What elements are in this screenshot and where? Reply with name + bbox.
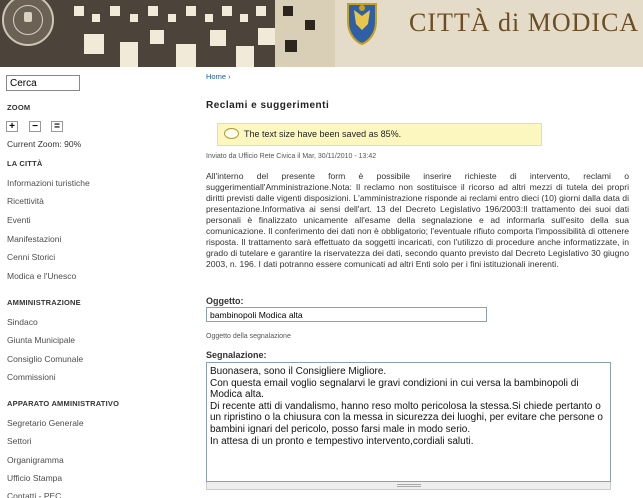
pattern-square [110,6,120,16]
zoom-reset-button[interactable]: = [51,121,63,132]
header-band [275,0,335,67]
pattern-square [120,42,138,67]
section-heading-la-citta: LA CITTÀ [7,159,43,168]
page-title: Reclami e suggerimenti [206,100,330,111]
zoom-in-button[interactable]: + [6,121,18,132]
textarea-resize-grip[interactable] [206,482,611,490]
sidebar-item-informazioni-turistiche[interactable]: Informazioni turistiche [7,178,90,188]
sidebar [0,67,200,498]
zoom-heading: ZOOM [7,103,31,112]
pattern-square [168,14,176,22]
pattern-square [74,6,84,16]
sidebar-item-commissioni[interactable]: Commissioni [7,372,56,382]
sidebar-item-consiglio-comunale[interactable]: Consiglio Comunale [7,354,84,364]
sidebar-item-segretario-generale[interactable]: Segretario Generale [7,418,84,428]
sidebar-item-giunta-municipale[interactable]: Giunta Municipale [7,335,76,345]
site-header [0,0,643,67]
current-zoom-text: Current Zoom: 90% [7,139,82,149]
breadcrumb[interactable]: Home › [206,72,231,81]
section-heading-amministrazione: AMMINISTRAZIONE [7,298,81,307]
pattern-square [258,28,275,45]
pattern-square [92,14,100,22]
sidebar-item-sindaco[interactable]: Sindaco [7,317,38,327]
pattern-square [148,6,158,16]
pattern-square [222,6,232,16]
pattern-square [236,46,254,67]
segnalazione-line: Con questa email voglio segnalarvi le gravi condizioni in cui versa la bambinopoli di Modica alta. [210,377,579,401]
sidebar-item-ricettivita[interactable]: Ricettività [7,196,44,206]
city-crest-icon [338,0,386,46]
seal-emblem [24,12,32,22]
search-input[interactable] [6,75,80,91]
segnalazione-line: Buonasera, sono il Consigliere Migliore. [210,366,387,377]
post-meta: Inviato da Ufficio Rete Civica il Mar, 30/11/2010 - 13:42 [206,153,377,160]
oggetto-help: Oggetto della segnalazione [206,333,291,340]
status-message-text: The text size have been saved as 85%. [244,129,402,139]
segnalazione-textarea[interactable] [206,362,611,482]
sidebar-item-contatti-pec[interactable]: Contatti - PEC [7,491,62,498]
pattern-square [150,30,164,44]
pattern-square [84,34,104,54]
sidebar-item-organigramma[interactable]: Organigramma [7,455,64,465]
seal-logo-icon [2,0,54,46]
pattern-square [130,14,138,22]
zoom-out-button[interactable]: − [29,121,41,132]
pattern-square [205,14,213,22]
pattern-square [305,20,315,30]
oggetto-input[interactable] [206,307,487,322]
sidebar-item-settori[interactable]: Settori [7,436,32,446]
oggetto-label: Oggetto: [206,296,244,306]
grip-lines-icon [397,484,421,487]
pattern-square [186,6,196,16]
pattern-square [240,14,248,22]
sidebar-item-manifestazioni[interactable]: Manifestazioni [7,234,62,244]
segnalazione-line: Di recente atti di vandalismo, hanno reso molto pericolosa la stessa.Si chiede pertanto o un ripristino o la chiusura con la messa in sicurezza dei luoghi, per evitare che persone o bambini ignari del pericolo, posso farsi male in modo serio. [210,400,603,435]
pattern-square [210,30,226,46]
sidebar-item-modica-unesco[interactable]: Modica e l'Unesco [7,271,77,281]
pattern-square [176,44,196,67]
intro-text: All'interno del presente form è possibile inserire richieste di intervento, reclami o suggerimentiall'Amministrazione.Nota: Il reclamo non sostituisce il ricorso ad altri mezzi di tutela dei propri diritti previsti dalle vigenti disposizioni. L'amministrazione risponde ai reclami entro dieci (10) giorni dalla data di presentazione.Informativa ai sensi dell'art. 13 del Decreto Legislativo 196/2003:Il trattamento dei suoi dati personali è finalizzato unicamente all'esame della segnalazione e ad informarla sull'esito della sua comunicazione. Il conferimento dei dati non è obbligatorio; l'eventuale rifiuto comporta l'impossibilità di ottenere risposta. Il trattamento sarà effettuato da soggetti incaricati, con l'utilizzo di procedure anche informatizzate, in grado di tutelare e garantire la riservatezza dei dati, secondo quanto previsto dal Decreto Legislativo 30 giugno 2003, n. 196. I dati potranno essere comunicati ad altri Enti solo per i fini istituzionali inerenti. [206,171,629,269]
header-decoration [0,0,275,67]
pattern-square [283,6,293,16]
sidebar-item-ufficio-stampa[interactable]: Ufficio Stampa [7,473,63,483]
segnalazione-line: In attesa di un pronto e tempestivo intervento,cordiali saluti. [210,435,474,447]
site-title[interactable]: CITTÀ di MODICA [409,8,640,37]
pattern-square [285,40,297,52]
section-heading-apparato-amministrativo: APPARATO AMMINISTRATIVO [7,399,120,408]
segnalazione-label: Segnalazione: [206,350,267,360]
sidebar-item-eventi[interactable]: Eventi [7,215,31,225]
status-message [217,123,542,146]
sidebar-item-cenni-storici[interactable]: Cenni Storici [7,252,56,262]
speech-bubble-icon [224,128,239,139]
pattern-square [256,6,266,16]
